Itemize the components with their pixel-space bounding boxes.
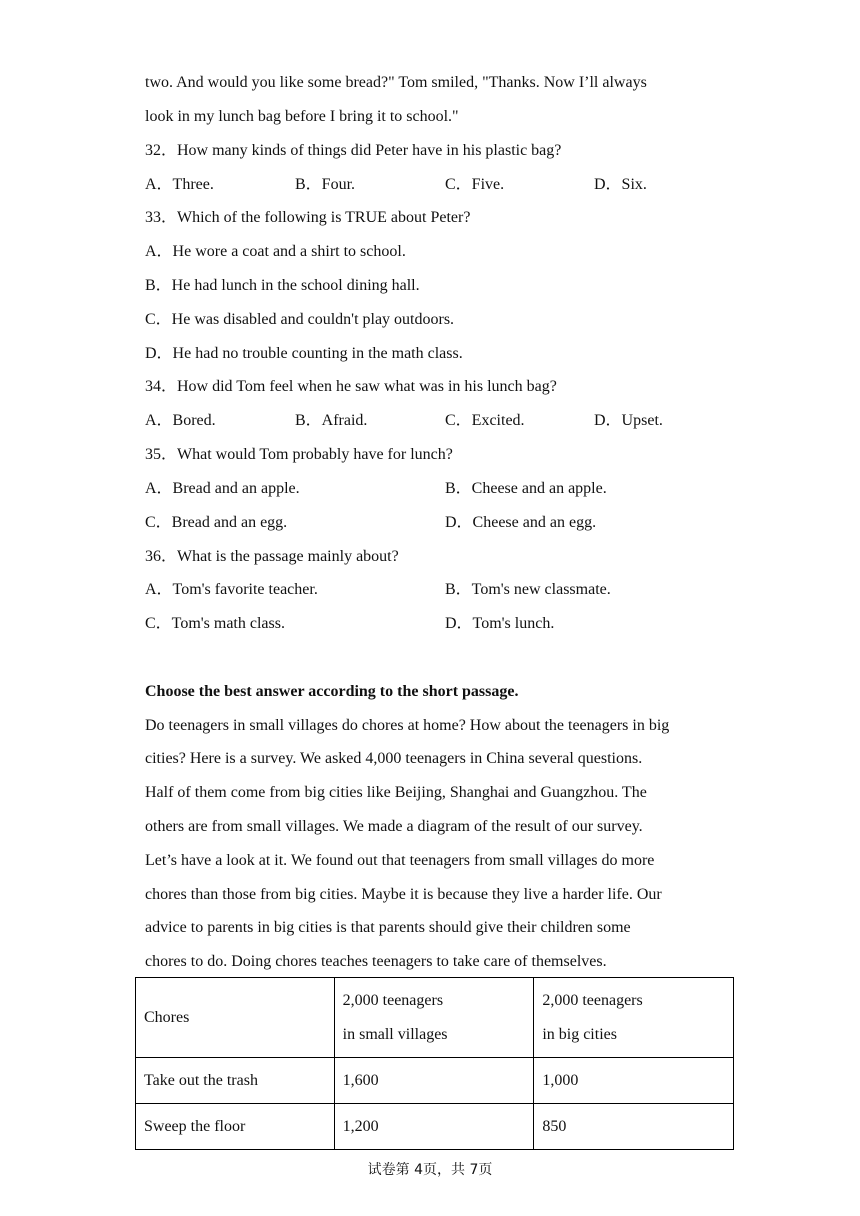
question-33-option-c: C．He was disabled and couldn't play outdoors. xyxy=(145,311,455,328)
table-cell: 1,200 xyxy=(334,1104,534,1150)
question-34-option-a: A．Bored. xyxy=(145,412,216,429)
header-cell-villages: 2,000 teenagers in small villages xyxy=(334,978,534,1058)
table-cell: 1,000 xyxy=(534,1058,734,1104)
question-33-option-a: A．He wore a coat and a shirt to school. xyxy=(145,243,406,260)
question-32-option-a: A．Three. xyxy=(145,176,214,193)
header-cell-chores: Chores xyxy=(136,978,335,1058)
question-32-option-c: C．Five. xyxy=(445,176,505,193)
table-cell: Take out the trash xyxy=(136,1058,335,1104)
table-row xyxy=(136,1104,734,1150)
section-heading: Choose the best answer according to the short passage. xyxy=(145,683,519,700)
question-36-option-b: B．Tom's new classmate. xyxy=(445,581,611,598)
question-34-option-c: C．Excited. xyxy=(445,412,525,429)
question-32-option-d: D．Six. xyxy=(594,176,647,193)
question-36-option-c: C．Tom's math class. xyxy=(145,615,285,632)
question-35-option-c: C．Bread and an egg. xyxy=(145,514,288,531)
question-34-stem: 34．How did Tom feel when he saw what was in his lunch bag? xyxy=(145,378,557,395)
header-cell-cities: 2,000 teenagers in big cities xyxy=(534,978,734,1058)
passage-line: two. And would you like some bread?" Tom smiled, "Thanks. Now I’ll always xyxy=(145,74,647,91)
passage-line: cities? Here is a survey. We asked 4,000 teenagers in China several questions. xyxy=(145,750,643,767)
question-32-stem: 32．How many kinds of things did Peter have in his plastic bag? xyxy=(145,142,562,159)
question-34-option-b: B．Afraid. xyxy=(295,412,368,429)
question-36-option-a: A．Tom's favorite teacher. xyxy=(145,581,318,598)
passage-line: advice to parents in big cities is that parents should give their children some xyxy=(145,919,631,936)
question-34-option-d: D．Upset. xyxy=(594,412,663,429)
passage-line: Do teenagers in small villages do chores at home? How about the teenagers in big xyxy=(145,717,670,734)
passage-line: chores than those from big cities. Maybe it is because they live a harder life. Our xyxy=(145,886,662,903)
question-33-option-b: B．He had lunch in the school dining hall. xyxy=(145,277,420,294)
passage-line: chores to do. Doing chores teaches teenagers to take care of themselves. xyxy=(145,953,607,970)
question-35-option-a: A．Bread and an apple. xyxy=(145,480,300,497)
question-35-option-b: B．Cheese and an apple. xyxy=(445,480,607,497)
survey-table xyxy=(135,977,734,1150)
passage-line: look in my lunch bag before I bring it to school." xyxy=(145,108,459,125)
passage-line: Half of them come from big cities like Beijing, Shanghai and Guangzhou. The xyxy=(145,784,647,801)
question-33-stem: 33．Which of the following is TRUE about Peter? xyxy=(145,209,471,226)
table-header-row xyxy=(136,978,734,1058)
question-32-option-b: B．Four. xyxy=(295,176,356,193)
question-36-option-d: D．Tom's lunch. xyxy=(445,615,555,632)
table-cell: 1,600 xyxy=(334,1058,534,1104)
passage-line: others are from small villages. We made a diagram of the result of our survey. xyxy=(145,818,643,835)
table-row xyxy=(136,1058,734,1104)
question-33-option-d: D．He had no trouble counting in the math class. xyxy=(145,345,463,362)
question-36-stem: 36．What is the passage mainly about? xyxy=(145,548,399,565)
table-cell: 850 xyxy=(534,1104,734,1150)
passage-line: Let’s have a look at it. We found out that teenagers from small villages do more xyxy=(145,852,655,869)
page-footer: 试卷第 4页，共 7页 xyxy=(367,1162,493,1178)
question-35-option-d: D．Cheese and an egg. xyxy=(445,514,597,531)
question-35-stem: 35．What would Tom probably have for lunch? xyxy=(145,446,453,463)
table-cell: Sweep the floor xyxy=(136,1104,335,1150)
